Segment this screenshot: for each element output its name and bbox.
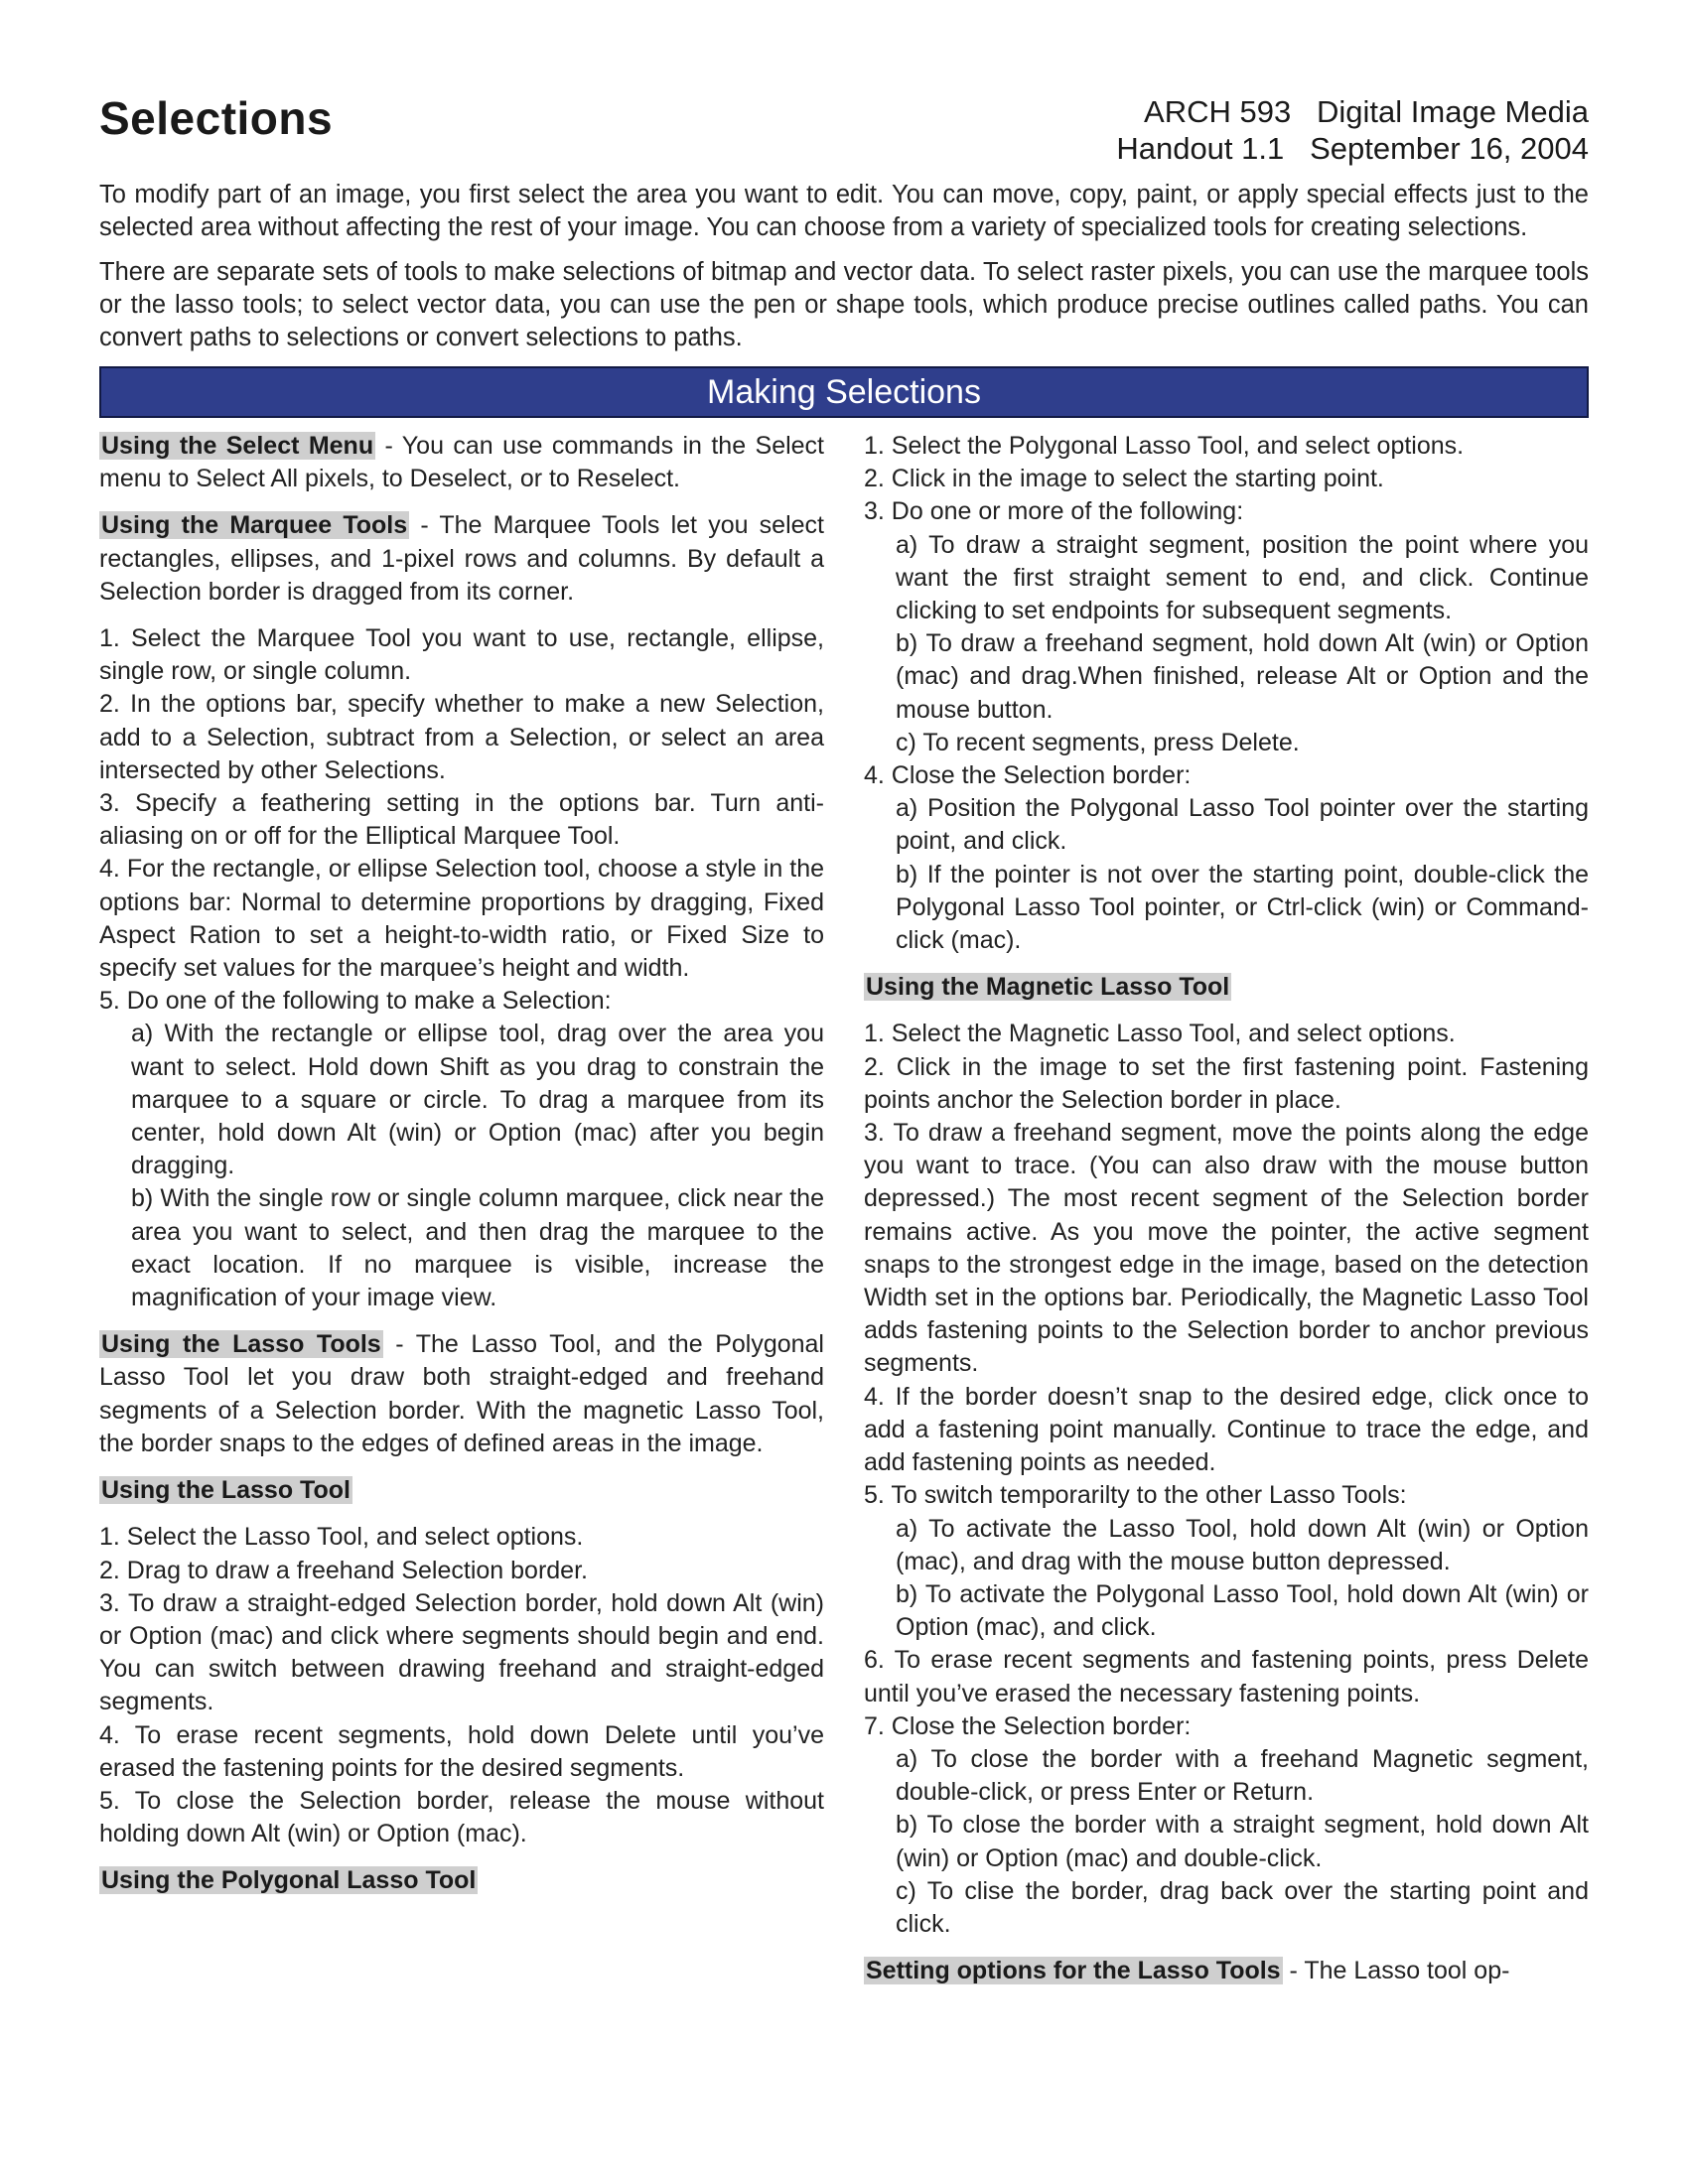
sub-item: b) To activate the Polygonal Lasso Tool, hold down Alt (win) or Option (mac), and click. [896,1579,1589,1642]
left-column [99,430,824,1898]
list-item: 2. Drag to draw a freehand Selection border. [99,1556,588,1584]
list-item: 3. Specify a feathering setting in the options bar. Turn anti-aliasing on or off for the Elliptical Marquee Tool. [99,789,824,851]
sub-item: b) To close the border with a straight segment, hold down Alt (win) or Option (mac) and double-click. [896,1811,1589,1872]
paragraph-text: - The Marquee Tools let you select rectangles, ellipses, and 1-pixel rows and columns. By default a Selection border is dragged from its corner. [99,511,824,606]
course-info [1116,93,1589,167]
sub-item: c) To clise the border, drag back over the starting point and click. [896,1876,1589,1938]
section-heading: Using the Polygonal Lasso Tool [101,1866,477,1895]
section-heading: Using the Lasso Tool [101,1476,351,1505]
select-menu-paragraph [99,430,824,495]
sub-item: a) Position the Polygonal Lasso Tool pointer over the starting point, and click. [896,794,1589,856]
course-line: ARCH 593 Digital Image Media [1144,94,1589,129]
list-item: 6. To erase recent segments and fastening points, press Delete until you’ve erased the necessary fastening points. [864,1646,1589,1707]
sub-item: a) With the rectangle or ellipse tool, drag over the area you want to select. Hold down Shift as you drag to constrain the marquee to a square or circle. To drag a marquee from its center, hold down Alt (win) or Option (mac) after you begin dragging. [131,1020,824,1180]
section-heading: Setting options for the Lasso Tools [866,1957,1281,1985]
page-header [99,87,1589,179]
sub-item: b) With the single row or single column marquee, click near the area you want to select, and then drag the marquee to the exact location. If no marquee is visible, increase the magnification of your image view. [131,1184,824,1312]
list-item: 1. Select the Marquee Tool you want to use, rectangle, ellipse, single row, or single column. [99,624,824,686]
lasso-tool-heading-line [99,1474,824,1507]
magnetic-heading-line [864,971,1589,1004]
right-column [864,430,1589,1987]
list-item: 3. To draw a straight-edged Selection border, hold down Alt (win) or Option (mac) and click where segments should begin and end. You can switch between drawing freehand and straight-edged segments. [99,1588,824,1716]
section-heading: Using the Select Menu [101,432,374,460]
sub-item: b) If the pointer is not over the starting point, double-click the Polygonal Lasso Tool pointer, or Ctrl-click (win) or Command-click (mac). [896,860,1589,955]
intro-paragraph: To modify part of an image, you first select the area you want to edit. You can move, copy, paint, or apply special effects just to the selected area without affecting the rest of your image. You can choose from a variety of specialized tools for creating selections. [99,181,1589,241]
lasso-tools-paragraph [99,1328,824,1460]
list-item: 7. Close the Selection border: [864,1711,1192,1740]
list-item: 3. To draw a freehand segment, move the points along the edge you want to trace. (You can also draw with the mouse button depressed.) The most recent segment of the Selection border remains active. As you move the pointer, the active segment snaps to the strongest edge in the image, based on the detection Width set in the options bar. Periodically, the Magnetic Lasso Tool adds fastening points to the Selection border to anchor previous segments. [864,1119,1589,1378]
list-item: 1. Select the Lasso Tool, and select options. [99,1523,584,1552]
list-item: 4. If the border doesn’t snap to the desired edge, click once to add a fastening point manually. Continue to trace the edge, and add fastening points as needed. [864,1382,1589,1477]
handout-line: Handout 1.1 September 16, 2004 [1116,131,1589,166]
section-banner: Making Selections [99,366,1589,418]
section-heading: Using the Lasso Tools [101,1330,381,1359]
list-item: 5. To close the Selection border, release the mouse without holding down Alt (win) or Option (mac). [99,1786,824,1848]
sub-item: a) To close the border with a freehand Magnetic segment, double-click, or press Enter or Return. [896,1744,1589,1807]
paragraph-text: - You can use commands in the Select menu to Select All pixels, to Deselect, or to Reselect. [99,432,825,493]
list-item: 4. For the rectangle, or ellipse Selection tool, choose a style in the options bar: Normal to determine proportions by dragging, Fixed Aspect Ration to set a height-to-width ratio, or Fixed Size to specify set values for the marquee’s height and width. [99,855,824,983]
list-item: 2. In the options bar, specify whether to make a new Selection, add to a Selection, subtract from a Selection, or select an area intersected by other Selections. [99,690,824,784]
polygonal-heading-line [99,1864,824,1897]
list-item: 1. Select the Polygonal Lasso Tool, and select options. [864,432,1465,460]
sub-item: b) To draw a freehand segment, hold down Alt (win) or Option (mac) and drag.When finished, release Alt or Option and the mouse button. [896,629,1589,724]
sub-item: c) To recent segments, press Delete. [896,728,1300,756]
list-item: 3. Do one or more of the following: [864,497,1244,526]
intro-paragraph: There are separate sets of tools to make selections of bitmap and vector data. To select raster pixels, you can use the marquee tools or the lasso tools; to select vector data, you can use the pen or shape tools, which produce precise outlines called paths. You can convert paths to selections or convert selections to paths. [99,258,1589,351]
list-item: 2. Click in the image to set the first fastening point. Fastening points anchor the Selection border in place. [864,1052,1589,1114]
intro [99,179,1589,354]
page-title: Selections [99,92,334,144]
handout-page [99,87,1589,1985]
list-item: 1. Select the Magnetic Lasso Tool, and select options. [864,1020,1456,1048]
list-item: 2. Click in the image to select the starting point. [864,465,1384,493]
lasso-options-paragraph [864,1955,1589,1987]
sub-item: a) To activate the Lasso Tool, hold down Alt (win) or Option (mac), and drag with the mouse button depressed. [896,1514,1589,1575]
list-item: 5. Do one of the following to make a Selection: [99,987,612,1016]
sub-item: a) To draw a straight segment, position the point where you want the first straight sement to end, and click. Continue clicking to set endpoints for subsequent segments. [896,530,1589,625]
marquee-paragraph [99,509,824,609]
paragraph-text: - The Lasso Tool, and the Polygonal Lasso Tool let you draw both straight-edged and freehand segments of a Selection border. With the magnetic Lasso Tool, the border snaps to the edges of defined areas in the image. [99,1330,824,1457]
list-item: 4. To erase recent segments, hold down Delete until you’ve erased the fastening points for the desired segments. [99,1720,824,1782]
list-item: 4. Close the Selection border: [864,761,1192,790]
section-heading: Using the Magnetic Lasso Tool [866,973,1230,1002]
list-item: 5. To switch temporarilty to the other Lasso Tools: [864,1481,1407,1510]
section-heading: Using the Marquee Tools [101,511,408,540]
paragraph-text: - The Lasso tool op- [1282,1957,1510,1985]
